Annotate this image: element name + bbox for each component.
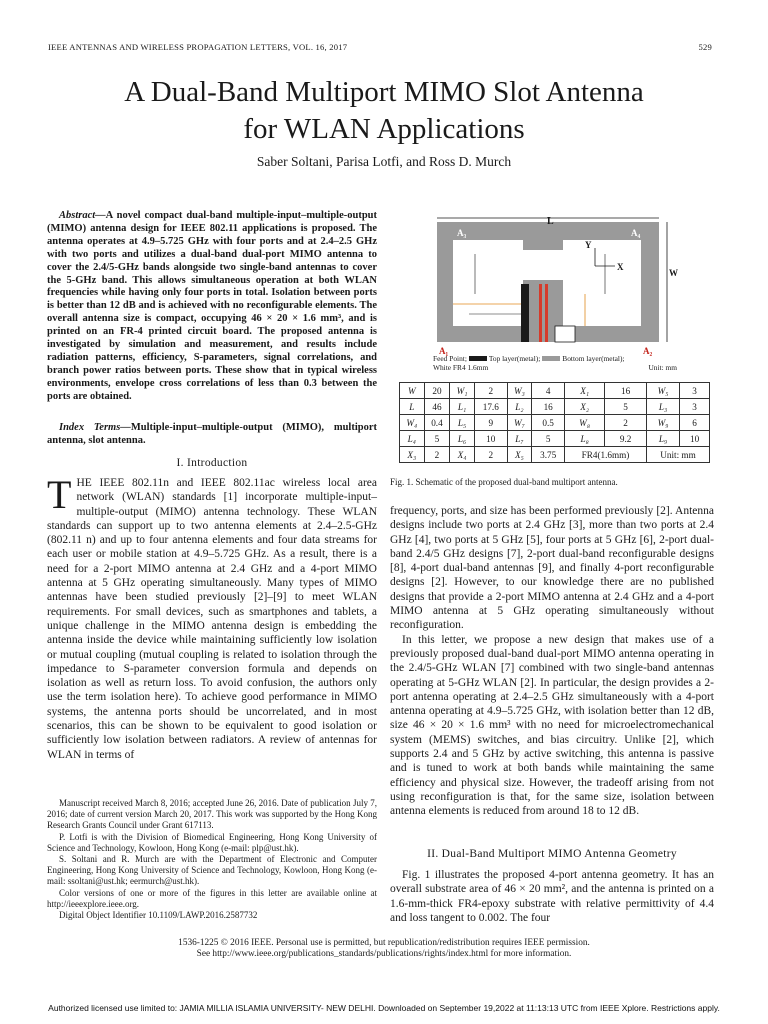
legend-row-2 bbox=[433, 363, 677, 372]
dim-value-cell: 16 bbox=[532, 399, 565, 415]
dim-value-cell: 17.6 bbox=[474, 399, 507, 415]
dim-symbol-cell: X₂ bbox=[565, 399, 605, 415]
dim-value-cell: 2 bbox=[605, 415, 647, 431]
index-terms-text: Multiple-input–multiple-output (MIMO), multiport antenna, slot antenna. bbox=[47, 422, 377, 446]
section-heading-introduction: I. Introduction bbox=[176, 457, 248, 469]
dim-symbol-cell: L₈ bbox=[565, 431, 605, 447]
copyright-line-2: See http://www.ieee.org/publications_standards/publications/rights/index.html for more information. bbox=[196, 949, 572, 960]
antenna-schematic-figure bbox=[435, 214, 678, 374]
authorization-notice: Authorized licensed use limited to: JAMIA MILLIA ISLAMIA UNIVERSITY- NEW DELHI. Downloaded on September 19,2022 at 11:13:13 UTC from IEEE Xplore. Restrictions apply. bbox=[48, 1003, 720, 1013]
label-X: X bbox=[617, 262, 624, 272]
dim-symbol-cell: L bbox=[400, 399, 425, 415]
label-A3: A₃ bbox=[457, 228, 467, 238]
legend-substrate: White FR4 1.6mm bbox=[433, 363, 489, 372]
legend-bottom: Bottom layer(metal); bbox=[562, 354, 625, 363]
dim-symbol-cell: FR4(1.6mm) bbox=[565, 447, 647, 463]
dim-value-cell: 2 bbox=[474, 383, 507, 399]
authors: Saber Soltani, Parisa Lotfi, and Ross D. Murch bbox=[256, 154, 512, 169]
dim-symbol-cell: W₈ bbox=[565, 415, 605, 431]
legend-feed: Feed Point; bbox=[433, 354, 467, 363]
dim-symbol-cell: L₇ bbox=[507, 431, 532, 447]
dim-value-cell: 46 bbox=[424, 399, 450, 415]
label-Y: Y bbox=[585, 240, 592, 250]
section-heading-geometry: II. Dual-Band Multiport MIMO Antenna Geometry bbox=[427, 848, 677, 860]
intro-paragraph: IEEE 802.11n and IEEE 802.11ac wireless local area network (WLAN) standards [1] incorporate multiple-input–multiple-output (MIMO) antenna technology. These WLAN standards can support up to two antenna elements at 2.4–2.5-GHz (802.11 n) and up to four antenna elements and four data streams for each user or mobile station at 4.9–5.725 GHz. As a result, there is a need for a 2-port MIMO antenna at 2.4 GHz and a 4-port MIMO antenna at 5 GHz operating simultaneously. Many types of MIMO antennas have been studied previously [2]–[9] to meet WLAN requirements. For small devices, such as smartphones and tablets, a unique challenge in the MIMO antenna design is embedding the antenna inside the device while maintaining sufficiently low isolation or mutual coupling (mutual coupling is related to isolation through the impedance to S-parameter conversion formula and depends on isolation as well as return loss. To avoid confusion, the authors only use the term isolation here). To achieve good performance in MIMO systems, the antenna ports should be uncorrelated, and in most scenarios, this can be shown to be equivalent to good isolation or sufficiently low isolation between radiators. A review of antennas for WLAN in terms of bbox=[47, 477, 377, 761]
dim-value-cell: 4 bbox=[532, 383, 565, 399]
dim-symbol-cell: L₃ bbox=[646, 399, 679, 415]
legend-bottom-swatch bbox=[542, 356, 560, 361]
footnote-soltani-murch: S. Soltani and R. Murch are with the Department of Electronic and Computer Engineering, Hong Kong University of Science and Technology, Kowloon, Hong Kong (e-mail: ssoltani@ust.hk; eermurch@ust.hk). bbox=[47, 854, 377, 887]
label-A2: A₂ bbox=[643, 346, 653, 356]
dim-value-cell: 0.5 bbox=[532, 415, 565, 431]
dimensions-table bbox=[399, 382, 710, 463]
footnote-manuscript: Manuscript received March 8, 2016; accepted June 26, 2016. Date of publication July 7, 2016; date of current version March 20, 2017. This work was supported by the Hong Kong Research Grants Council under Grant 617113. bbox=[47, 798, 377, 831]
label-A1: A₁ bbox=[439, 346, 449, 356]
dim-symbol-cell: X₅ bbox=[507, 447, 532, 463]
legend-top-swatch bbox=[469, 356, 487, 361]
dim-value-cell: 9.2 bbox=[605, 431, 647, 447]
journal-name: IEEE ANTENNAS AND WIRELESS PROPAGATION LETTERS, VOL. 16, 2017 bbox=[48, 42, 348, 52]
feed-line-left bbox=[521, 284, 529, 342]
dim-value-cell: 20 bbox=[424, 383, 450, 399]
dim-symbol-cell: X₄ bbox=[450, 447, 475, 463]
dim-value-cell: 16 bbox=[605, 383, 647, 399]
dim-symbol-cell: X₃ bbox=[400, 447, 425, 463]
label-W: W bbox=[669, 268, 678, 278]
dim-symbol-cell: W₁ bbox=[450, 383, 475, 399]
paragraph-proposal: In this letter, we propose a new design that makes use of a previously proposed dual-band dual-port MIMO antenna operating in the 2.4/5-GHz WLAN [7] combined with two single-band antennas operating at 5-GHz WLAN [2]. In particular, the design provides a 2-port antenna operating at 2.4–2.5 GHz simultaneously with a 4-port antenna operating at 4.9–5.725 GHz, with isolation better than 12 dB, size 46 × 20 × 1.6 mm³ with no need for microelectromechanical system (MEMS) switches, and bias circuitry. Unlike [2], which supports 2.4 and 5 GHz by active switching, this antenna is passive and is tuned to work at both bands while maintaining the same efficiency and physical size. However, the tradeoff arising from not using reconfiguration is that, for the same size, isolation between antenna elements is reduced from around 18 to 12 dB. bbox=[390, 633, 714, 818]
feed-line-right-2 bbox=[545, 284, 548, 342]
dim-value-cell: 3 bbox=[680, 383, 710, 399]
dimensions-table-row bbox=[400, 383, 710, 399]
dim-symbol-cell: W₇ bbox=[507, 415, 532, 431]
dim-symbol-cell: X₁ bbox=[565, 383, 605, 399]
dim-symbol-cell: W₄ bbox=[400, 415, 425, 431]
dropcap: T bbox=[47, 472, 72, 517]
dim-value-cell: 9 bbox=[474, 415, 507, 431]
bottom-port-block bbox=[555, 326, 575, 342]
footnotes bbox=[47, 798, 377, 921]
running-head bbox=[48, 42, 712, 52]
slot-left bbox=[453, 240, 523, 326]
dim-value-cell: 10 bbox=[680, 431, 710, 447]
figure-legend bbox=[433, 354, 677, 372]
dim-symbol-cell: L₄ bbox=[400, 431, 425, 447]
legend-unit: Unit: mm bbox=[648, 363, 677, 372]
dim-symbol-cell: L₁ bbox=[450, 399, 475, 415]
copyright-notice bbox=[0, 938, 768, 961]
paper-title bbox=[0, 74, 768, 148]
dim-symbol-cell: W₉ bbox=[646, 415, 679, 431]
dim-symbol-cell: W₅ bbox=[646, 383, 679, 399]
abstract bbox=[47, 210, 377, 404]
label-L: L bbox=[547, 216, 554, 227]
dim-value-cell: 2 bbox=[424, 447, 450, 463]
dim-value-cell: 5 bbox=[605, 399, 647, 415]
footnote-color: Color versions of one or more of the figures in this letter are available online at http://ieeexplore.ieee.org. bbox=[47, 887, 377, 909]
footnote-doi: Digital Object Identifier 10.1109/LAWP.2016.2587732 bbox=[59, 910, 258, 921]
title-line-2: for WLAN Applications bbox=[243, 113, 525, 145]
footnote-lotfi: P. Lotfi is with the Division of Biomedical Engineering, Hong Kong University of Science and Technology, Kowloon, Hong Kong (e-mail: plp@ust.hk). bbox=[47, 831, 377, 853]
index-terms bbox=[47, 422, 377, 448]
page-number: 529 bbox=[698, 42, 712, 52]
dim-symbol-cell: L₂ bbox=[507, 399, 532, 415]
dim-value-cell: 2 bbox=[474, 447, 507, 463]
dim-value-cell: 3 bbox=[680, 399, 710, 415]
intro-first-word: HE bbox=[76, 477, 92, 489]
dim-value-cell: 5 bbox=[532, 431, 565, 447]
abstract-lead: Abstract— bbox=[59, 210, 106, 221]
dimensions-table-row bbox=[400, 399, 710, 415]
copyright-line-1: 1536-1225 © 2016 IEEE. Personal use is permitted, but republication/redistribution requires IEEE permission. bbox=[178, 938, 590, 948]
dim-symbol-cell: L₆ bbox=[450, 431, 475, 447]
dim-symbol-cell: W bbox=[400, 383, 425, 399]
dimensions-table-row bbox=[400, 431, 710, 447]
dim-value-cell: 0.4 bbox=[424, 415, 450, 431]
dim-value-cell: 6 bbox=[680, 415, 710, 431]
slot-right bbox=[563, 240, 641, 326]
dim-symbol-cell: L₅ bbox=[450, 415, 475, 431]
slot-center bbox=[523, 250, 563, 280]
dimensions-table-row bbox=[400, 447, 710, 463]
dim-symbol-cell: W₃ bbox=[507, 383, 532, 399]
feed-line-right bbox=[539, 284, 542, 342]
dim-symbol-cell: Unit: mm bbox=[646, 447, 709, 463]
dim-value-cell: 10 bbox=[474, 431, 507, 447]
label-A4: A₄ bbox=[631, 228, 641, 238]
figure-caption: Fig. 1. Schematic of the proposed dual-band multiport antenna. bbox=[390, 477, 618, 487]
paragraph-prior-work: frequency, ports, and size has been performed previously [2]. Antenna designs include two ports at 2.4 GHz [3], more than two ports at 2.4 GHz [4], two ports at 5 GHz [5], four ports at 5 GHz [6], 2-port dual-band 2.4/5 GHz designs [7], 2-port dual-band reconfigurable designs [8], 4-port dual-band antennas [9], and finally 4-port reconfigurable designs [2]. However, to our knowledge there are no published designs that provide a 2-port MIMO antenna at 2.4 GHz and a 4-port MIMO antenna at 5 GHz operating simultaneously without reconfiguration. bbox=[390, 505, 714, 632]
dim-symbol-cell: L₉ bbox=[646, 431, 679, 447]
dim-value-cell: 5 bbox=[424, 431, 450, 447]
dimensions-table-row bbox=[400, 415, 710, 431]
index-terms-lead: Index Terms— bbox=[59, 422, 131, 433]
paragraph-geometry: Fig. 1 illustrates the proposed 4-port antenna geometry. It has an overall substrate area of 46 × 20 mm², and the antenna is printed on a 1.6-mm-thick FR4-epoxy substrate with relative permittivity of 4.4 and loss tangent to 0.002. The four bbox=[390, 869, 714, 924]
abstract-text: A novel compact dual-band multiple-input–multiple-output (MIMO) antenna design for IEEE 802.11 applications is proposed. The antenna operates at 4.9–5.725 GHz with four ports and at 2.4–2.5 GHz with two ports and utilizes a dual-band dual-port MIMO antenna to cover the 2.4/5-GHz bands alongside two single-band antennas to cover the 5-GHz band. This allows simultaneous operation at both WLAN frequencies while having only four ports in total. Isolation between ports is better than 12 dB and is achieved with no reconfigurable elements. The overall antenna size is compact, occupying 46 × 20 × 1.6 mm³, and is printed on an FR-4 printed circuit board. The proposed antenna is investigated by simulation and measurement, and results include radiation patterns, efficiency, S-parameters, signal correlations, and branch power ratios between ports. These show that in typical wireless environments, envelope cross correlations of less than 0.3 between the ports are obtained. bbox=[47, 210, 377, 402]
right-column-text bbox=[390, 504, 714, 819]
legend-top: Top layer(metal); bbox=[488, 354, 541, 363]
title-line-1: A Dual-Band Multiport MIMO Slot Antenna bbox=[124, 76, 644, 108]
introduction-text bbox=[47, 472, 377, 762]
dim-value-cell: 3.75 bbox=[532, 447, 565, 463]
